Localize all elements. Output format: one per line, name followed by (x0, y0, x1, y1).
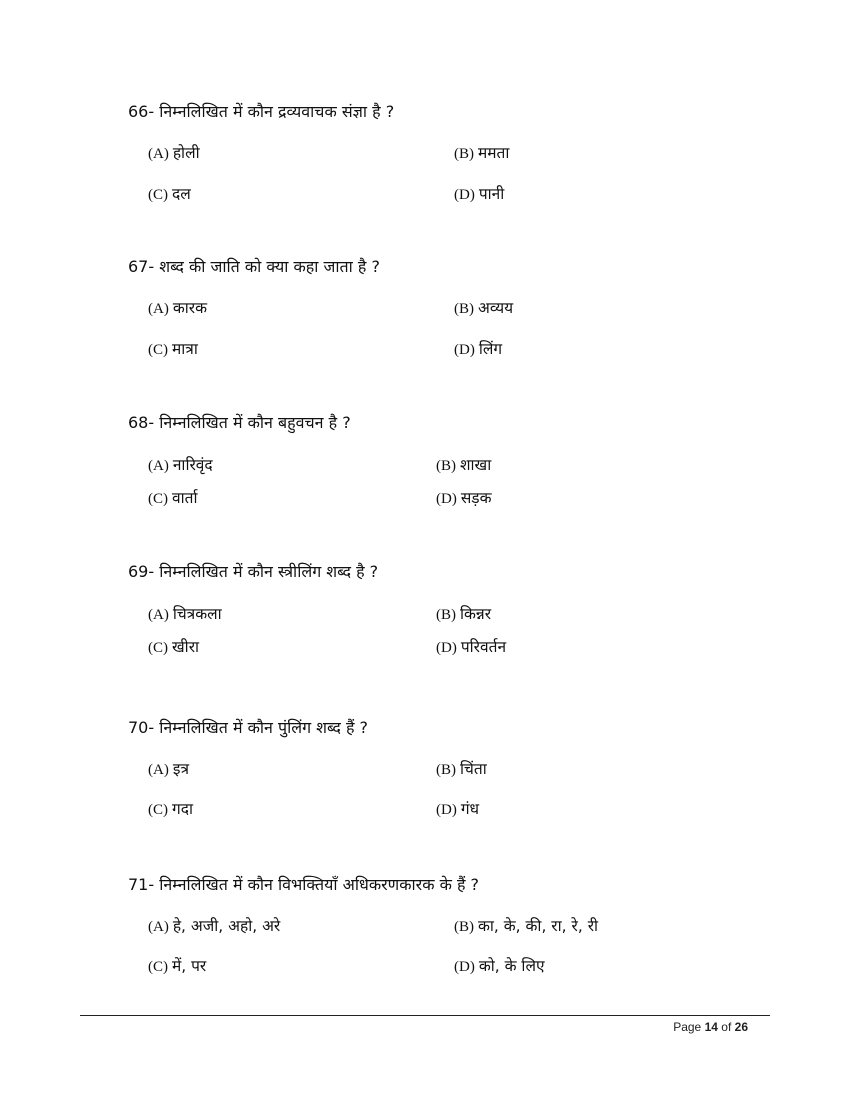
option-c: (C) वार्ता (148, 489, 198, 507)
option-row (148, 338, 788, 360)
option-row (148, 636, 788, 658)
option-row (148, 487, 788, 509)
option-d: (D) गंध (436, 800, 480, 818)
option-row (148, 955, 788, 977)
option-b: (B) का, के, की, रा, रे, री (454, 917, 599, 935)
question-stem: 68- निम्नलिखित में कौन बहुवचन है ? (128, 413, 351, 432)
option-d: (D) लिंग (454, 340, 503, 358)
option-d: (D) पानी (454, 185, 505, 203)
question-66 (128, 101, 788, 205)
footer-divider (80, 1015, 770, 1016)
option-d: (D) को, के लिए (454, 957, 545, 975)
question-stem: 71- निम्नलिखित में कौन विभक्तियाँ अधिकरणकारक के हैं ? (128, 875, 480, 894)
option-a: (A) चित्रकला (148, 605, 222, 623)
option-a: (A) हे, अजी, अहो, अरे (148, 917, 281, 935)
question-stem: 70- निम्नलिखित में कौन पुंलिंग शब्द हैं ? (128, 718, 369, 737)
option-c: (C) में, पर (148, 957, 207, 975)
question-71 (128, 874, 788, 977)
option-c: (C) मात्रा (148, 340, 198, 358)
option-c: (C) गदा (148, 800, 193, 818)
option-row (148, 798, 788, 820)
option-a: (A) होली (148, 144, 200, 162)
option-row (148, 915, 788, 937)
question-69 (128, 561, 788, 658)
option-a: (A) नारिवृंद (148, 456, 213, 474)
page-number: Page 14 of 26 (673, 1020, 748, 1034)
option-row (148, 142, 788, 164)
question-stem: 69- निम्नलिखित में कौन स्त्रीलिंग शब्द है ? (128, 562, 379, 581)
option-row (148, 758, 788, 780)
option-b: (B) ममता (454, 144, 510, 162)
option-row (148, 183, 788, 205)
option-d: (D) सड़क (436, 489, 492, 507)
question-stem: 66- निम्नलिखित में कौन द्रव्यवाचक संज्ञा है ? (128, 102, 395, 121)
option-a: (A) कारक (148, 299, 207, 317)
option-c: (C) खीरा (148, 638, 200, 656)
option-b: (B) अव्यय (454, 299, 514, 317)
option-a: (A) इत्र (148, 760, 189, 778)
question-67 (128, 256, 788, 360)
question-68 (128, 412, 788, 509)
option-b: (B) चिंता (436, 760, 487, 778)
option-row (148, 454, 788, 476)
option-row (148, 297, 788, 319)
option-d: (D) परिवर्तन (436, 638, 507, 656)
question-70 (128, 717, 788, 820)
option-row (148, 603, 788, 625)
option-c: (C) दल (148, 185, 191, 203)
option-b: (B) शाखा (436, 456, 492, 474)
option-b: (B) किन्नर (436, 605, 492, 623)
question-stem: 67- शब्द की जाति को क्या कहा जाता है ? (128, 257, 380, 276)
